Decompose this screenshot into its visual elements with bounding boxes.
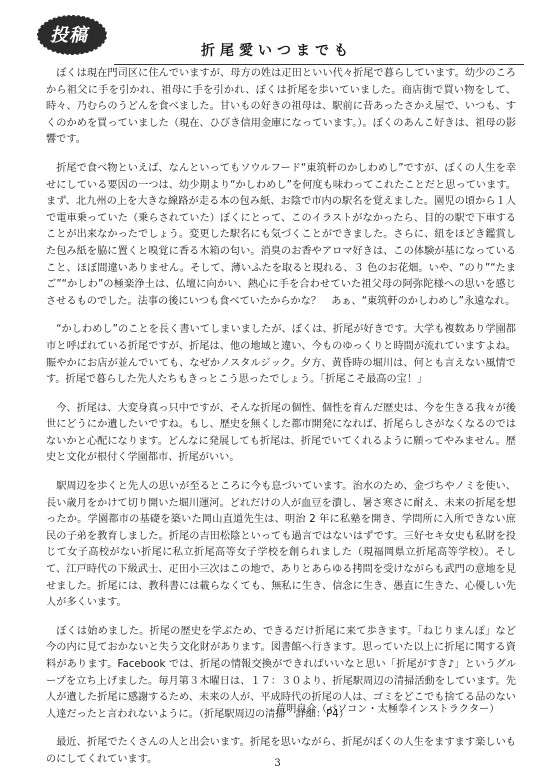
paragraph: 折尾で食べ物といえば、なんといってもソウルフード“東筑軒のかしわめし”ですが、ぼくの人生を幸せにしている要因の一つは、幼少期より“かしわめし”を何度も味わってこれたことだと思っています。まず、北九州の上を大きな線路が走る本の包み紙、お陰で市内の駅名を覚えました。園児の頃から１人で電車乗っていた（乗らされていた）ぼくにとって、このイラストがなかったら、目的の駅で下車することが出来なかったでしょう。変更した駅名にも気づくことができました。さらに、紐をほどき鑑賞した包み紙を脇に置くと嗅覚に香る木箱の匂い。消臭のお香やアロマ好きは、この体験が基になっていること、ほぼ間違いありません。そして、薄いふたを取ると現れる、３ 色のお花畑。いや、“のり”“たまご”“かしわ”の極楽浄土は、仏壇に向かい、熱心に手を合わせていた祖父母の阿弥陀様への思いを感じさせるものでした。法事の後にいつも食べていたからかな？ あぁ、“東筑軒のかしわめし”永遠なれ。 bbox=[46, 162, 516, 307]
badge-label: 投稿 bbox=[50, 25, 88, 46]
paragraph: ぼくは現在門司区に住んでいますが、母方の姓は疋田といい代々折尾で暮らしています。幼少のころから祖父に手を引かれ、祖母に手を引かれ、ぼくは折尾を歩いていました。商店街で買い物をして、時々、乃むらのうどんを食べました。甘いもの好きの祖母は、駅前に昔あったさかえ屋で、いつも、すくのかめを買っていました（現在、ひびき信用金庫になっています。）。ぼくのあんこ好きは、祖母の影響です。 bbox=[46, 68, 516, 146]
title-underline bbox=[114, 64, 524, 65]
paragraph: 駅周辺を歩くと先人の思いが至るところに今も息づいています。治水のため、金づちやノミを使い、長い歳月をかけて切り開いた堀川運河。どれだけの人が血豆を潰し、暑さ寒さに耐え、未来の折尾を想ったか。学園都市の基礎を築いた岡山直道先生は、明治 2 年に私塾を開き、学問所に入所できない庶民の子弟を教育しました。折尾の吉田松陰といっても過言ではないはずです。三好セキ女史も私財を投じて女子高校がない折尾に私立折尾高等女子学校を創られました（現福岡県立折尾高等学校）。そして、江戸時代の下級武士、疋田小三次はこの地で、ありとあらゆる拷問を受けながらも武門の意地を見せました。折尾には、教科書には載らなくても、無私に生き、信念に生き、愚直に生きた、心優しい先人が多くいます。 bbox=[46, 481, 516, 609]
author-credit: 荒明良介（パソコン・太極拳インストラクター） bbox=[276, 704, 500, 715]
article-body bbox=[46, 66, 516, 781]
article-header bbox=[36, 14, 526, 66]
paragraph: “かしわめし”のことを長く書いてしまいましたが、ぼくは、折尾が好きです。大学も複数あり学園都市と呼ばれている折尾ですが、折尾は、他の地域と違い、今ものゆっくりと時間が流れていますよね。賑やかにお店が並んでいても、なぜかノスタルジック。夕方、黄昏時の堀川は、何とも言えない風情です。折尾で暮らした先人たちもきっとこう思ったでしょう。「折尾こそ最高の宝！」 bbox=[46, 324, 516, 386]
article-title: 折尾愛いつまでも bbox=[201, 43, 353, 59]
paragraph: ぼくは始めました。折尾の歴史を学ぶため、できるだけ折尾に来て歩きます。「ねじりまんぽ」など今の内に見ておかないと失う文化財があります。図書館へ行きます。思っていた以上に折尾に関する資料があります。Facebook では、折尾の情報交換ができればいいなと思い「折尾がすき♪」というグループを立ち上げました。毎月第３木曜日は、１７：３０より、折尾駅周辺の清掃活動をしています。先人が遺した折尾に感謝するため、未来の人が、平成時代の折尾の人は、ゴミをどこでも捨てる品のない人達だったと言われないように。（折尾駅周辺の清掃 詳細：P4） bbox=[46, 625, 516, 720]
paragraph: 最近、折尾でたくさんの人と出会います。折尾を思いながら、折尾がぼくの人生をますます楽しいものにしてくれています。 bbox=[46, 737, 516, 765]
paragraph: 今、折尾は、大変身真っ只中ですが、そんな折尾の個性、個性を育んだ歴史は、今を生きる我々が後世にどうにか遺したいですね。もし、歴史を無くした都市開発になれば、折尾らしさがなくなるのではないかと心配になります。どんなに発展しても折尾は、折尾でいてくれるように願ってやみません。歴史と文化が根付く学園都市、折尾がいい。 bbox=[46, 402, 516, 464]
page-number: 3 bbox=[274, 758, 281, 769]
